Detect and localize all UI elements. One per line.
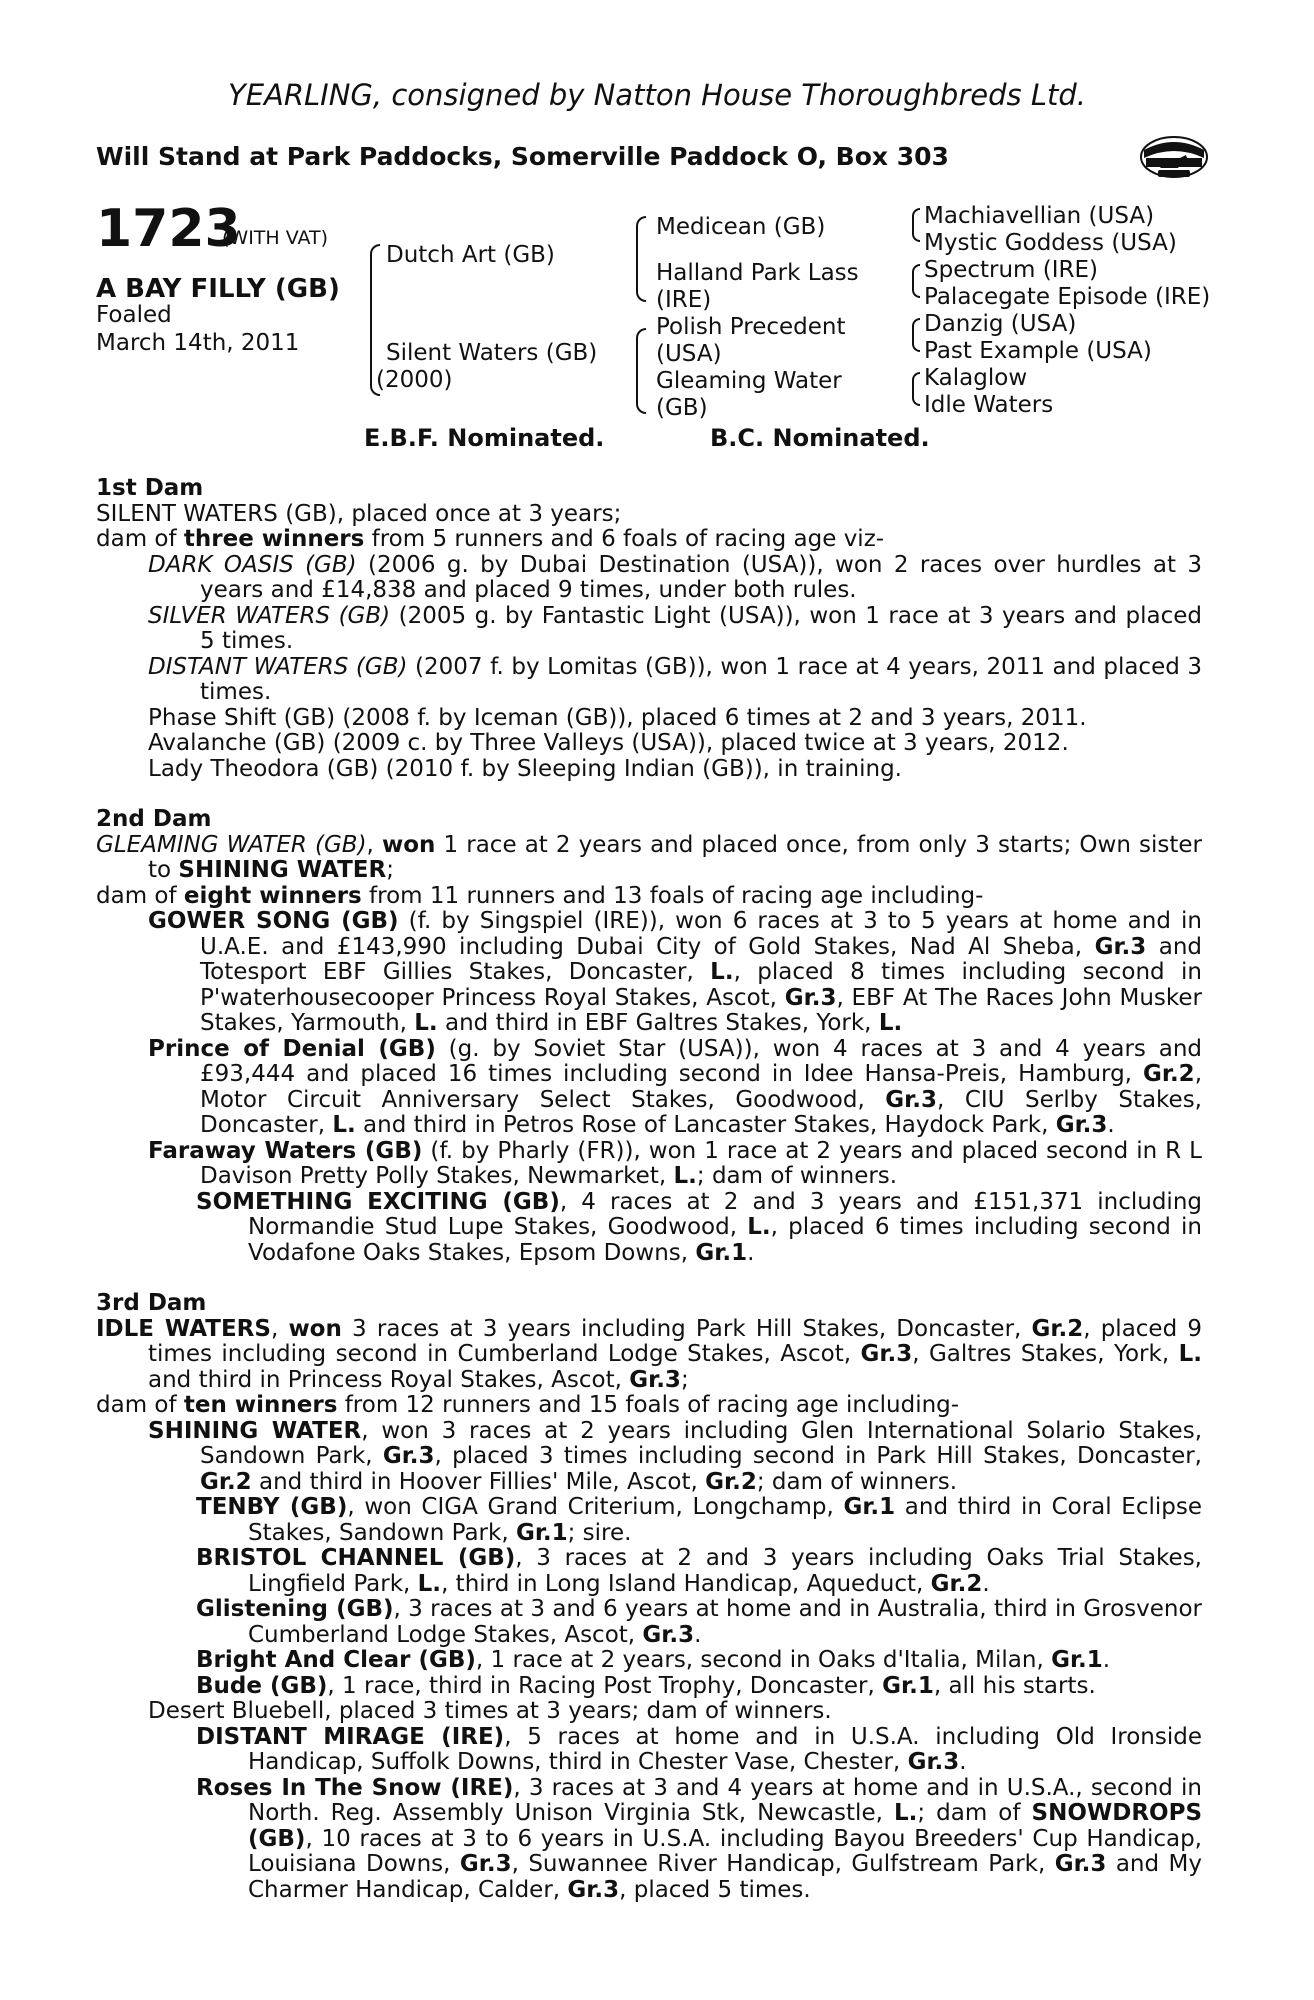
sire-parents-bracket xyxy=(636,216,646,302)
foaled-label: Foaled xyxy=(96,302,172,328)
dam3-grandoffspring-roses-in-the-snow: Roses In The Snow (IRE), 3 races at 3 and 4 years at home and in U.S.A., second in North. Reg. Assembly Unison Virginia Stk, Newcastle, L.; dam of SNOWDROPS (GB), 10 races at 3 to 6 years in U.S.A. including Bayou Breeders' Cup Handicap, Louisiana Downs, Gr.3, Suwannee River Handicap, Gulfstream Park, Gr.3 and My Charmer Handicap, Calder, Gr.3, placed 5 times. xyxy=(196,1774,1203,1903)
pedigree-g2-3: Polish Precedent xyxy=(656,314,846,340)
pedigree-g3-7: Kalaglow xyxy=(924,365,1028,391)
g3-bracket-1 xyxy=(912,208,920,242)
dam3-grandoffspring-glistening: Glistening (GB), 3 races at 3 and 6 years at home and in Australia, third in Grosvenor Cumberland Lodge Stakes, Ascot, Gr.3. xyxy=(196,1596,1202,1648)
dam1-offspring-1: DARK OASIS (GB) (2006 g. by Dubai Destination (USA)), won 2 races over hurdles at 3 years and £14,838 and placed 9 times, under both rules. xyxy=(148,551,1203,603)
dam3-grandoffspring-tenby: TENBY (GB), won CIGA Grand Criterium, Longchamp, Gr.1 and third in Coral Eclipse Stakes, Sandown Park, Gr.1; sire. xyxy=(196,1494,1202,1546)
lot-name: A BAY FILLY (GB) xyxy=(96,274,340,304)
dam3-grandoffspring-bude: Bude (GB), 1 race, third in Racing Post Trophy, Doncaster, Gr.1, all his starts. xyxy=(196,1672,1096,1699)
pedigree-g3-2: Mystic Goddess (USA) xyxy=(924,230,1177,256)
g3-bracket-4 xyxy=(912,372,920,406)
dam-parents-bracket xyxy=(636,328,646,414)
pedigree-g2-3b: (USA) xyxy=(656,341,722,367)
dam2-heading: 2nd Dam xyxy=(96,806,212,832)
dam3-grandoffspring-bristol-channel: BRISTOL CHANNEL (GB), 3 races at 2 and 3 years including Oaks Trial Stakes, Lingfield Park, L., third in Long Island Handicap, Aqueduct, Gr.2. xyxy=(196,1545,1202,1597)
dam2-offspring-gower-song: GOWER SONG (GB) (f. by Singspiel (IRE)), won 6 races at 3 to 5 years at home and in U.A.E. and £143,990 including Dubai City of Gold Stakes, Nad Al Sheba, Gr.3 and Totesport EBF Gillies Stakes, Doncaster, L., placed 8 times including second in P'waterhousecooper Princess Royal Stakes, Ascot, Gr.3, EBF At The Races John Musker Stakes, Yarmouth, L. and third in EBF Galtres Stakes, York, L. xyxy=(148,908,1202,1036)
dam1-offspring-6: Lady Theodora (GB) (2010 f. by Sleeping Indian (GB)), in training. xyxy=(148,755,902,782)
lot-number: 1723 xyxy=(96,199,241,259)
catalogue-body xyxy=(96,476,1202,1903)
dam1-summary: SILENT WATERS (GB), placed once at 3 years; xyxy=(96,500,622,527)
pedigree-g3-8: Idle Waters xyxy=(924,392,1054,418)
dam3-offspring-shining-water: SHINING WATER, won 3 races at 2 years including Glen International Solario Stakes, Sandown Park, Gr.3, placed 3 times including second in Park Hill Stakes, Doncaster, Gr.2 and third in Hoover Fillies' Mile, Ascot, Gr.2; dam of winners. xyxy=(148,1417,1202,1495)
ebf-nominated: E.B.F. Nominated. xyxy=(364,424,605,452)
dam3-grandoffspring-distant-mirage: DISTANT MIRAGE (IRE), 5 races at home and in U.S.A. including Old Ironside Handicap, Suffolk Downs, third in Chester Vase, Chester, Gr.3. xyxy=(196,1723,1202,1775)
dam3-offspring-desert-bluebell: Desert Bluebell, placed 3 times at 3 years; dam of winners. xyxy=(148,1698,832,1724)
dam2-grandoffspring-something-exciting: SOMETHING EXCITING (GB), 4 races at 2 and 3 years and £151,371 including Normandie Stud Lupe Stakes, Goodwood, L., placed 6 times including second in Vodafone Oaks Stakes, Epsom Downs, Gr.1. xyxy=(196,1188,1202,1266)
pedigree-g2-4b: (GB) xyxy=(656,395,708,421)
pedigree-g3-6: Past Example (USA) xyxy=(924,338,1152,364)
pedigree-g3-3: Spectrum (IRE) xyxy=(924,257,1099,283)
dam1-offspring-3: DISTANT WATERS (GB) (2007 f. by Lomitas (GB)), won 1 race at 4 years, 2011 and placed 3 times. xyxy=(148,653,1203,705)
stand-location: Will Stand at Park Paddocks, Somerville Paddock O, Box 303 xyxy=(96,142,949,171)
pedigree-g3-5: Danzig (USA) xyxy=(924,311,1077,337)
dam1-offspring-2: SILVER WATERS (GB) (2005 g. by Fantastic Light (USA)), won 1 race at 3 years and placed 5 times. xyxy=(148,602,1202,654)
dam1-offspring-5: Avalanche (GB) (2009 c. by Three Valleys (USA)), placed twice at 3 years, 2012. xyxy=(148,730,1069,756)
dam3-grandoffspring-bright-and-clear: Bright And Clear (GB), 1 race at 2 years, second in Oaks d'Italia, Milan, Gr.1. xyxy=(196,1647,1111,1673)
bc-nominated: B.C. Nominated. xyxy=(710,424,930,452)
g3-bracket-2 xyxy=(912,264,920,298)
vat-note: (WITH VAT) xyxy=(222,227,329,249)
pedigree-dam-year: (2000) xyxy=(376,367,453,393)
pedigree-g2-2: Halland Park Lass xyxy=(656,260,859,286)
page-title: YEARLING, consigned by Natton House Thoroughbreds Ltd. xyxy=(228,78,1086,112)
dam1-heading: 1st Dam xyxy=(96,475,204,501)
pedigree-g3-4: Palacegate Episode (IRE) xyxy=(924,284,1211,310)
dam2-offspring-prince-of-denial: Prince of Denial (GB) (g. by Soviet Star (USA)), won 4 races at 3 and 4 years and £93,444 and placed 16 times including second in Idee Hansa-Preis, Hamburg, Gr.2, Motor Circuit Anniversary Select Stakes, Goodwood, Gr.3, CIU Serlby Stakes, Doncaster, L. and third in Petros Rose of Lancaster Stakes, Haydock Park, Gr.3. xyxy=(148,1035,1202,1138)
pedigree-g3-1: Machiavellian (USA) xyxy=(924,203,1155,229)
pedigree-sire: Dutch Art (GB) xyxy=(386,242,555,268)
dam1-offspring-4: Phase Shift (GB) (2008 f. by Iceman (GB)), placed 6 times at 2 and 3 years, 2011. xyxy=(148,704,1087,731)
foaled-info xyxy=(96,301,299,357)
foaled-date: March 14th, 2011 xyxy=(96,330,300,356)
pedigree-g2-2b: (IRE) xyxy=(656,287,712,313)
pedigree-dam xyxy=(376,340,598,394)
dam1-produce-summary: dam of three winners from 5 runners and 6 foals of racing age viz- xyxy=(96,526,885,552)
dam2-summary: GLEAMING WATER (GB), won 1 race at 2 years and placed once, from only 3 starts; Own sister to SHINING WATER; xyxy=(96,831,1202,883)
dam2-produce-summary: dam of eight winners from 11 runners and 13 foals of racing age including- xyxy=(96,882,984,909)
dam3-heading: 3rd Dam xyxy=(96,1290,207,1316)
dam3-produce-summary: dam of ten winners from 12 runners and 15 foals of racing age including- xyxy=(96,1392,960,1418)
pedigree-g2-1: Medicean (GB) xyxy=(656,214,826,240)
pedigree-g2-4: Gleaming Water xyxy=(656,368,842,394)
yearling-bonus-badge xyxy=(1138,128,1210,182)
pedigree-dam-name: Silent Waters (GB) xyxy=(386,340,598,366)
yearling-bonus-badge-icon xyxy=(1138,128,1210,182)
dam3-summary: IDLE WATERS, won 3 races at 3 years including Park Hill Stakes, Doncaster, Gr.2, placed 9 times including second in Cumberland Lodge Stakes, Ascot, Gr.3, Galtres Stakes, York, L. and third in Princess Royal Stakes, Ascot, Gr.3; xyxy=(96,1315,1202,1393)
dam2-offspring-faraway-waters: Faraway Waters (GB) (f. by Pharly (FR)), won 1 race at 2 years and placed second in R L Davison Pretty Polly Stakes, Newmarket, L.; dam of winners. xyxy=(148,1137,1202,1189)
g3-bracket-3 xyxy=(912,318,920,352)
